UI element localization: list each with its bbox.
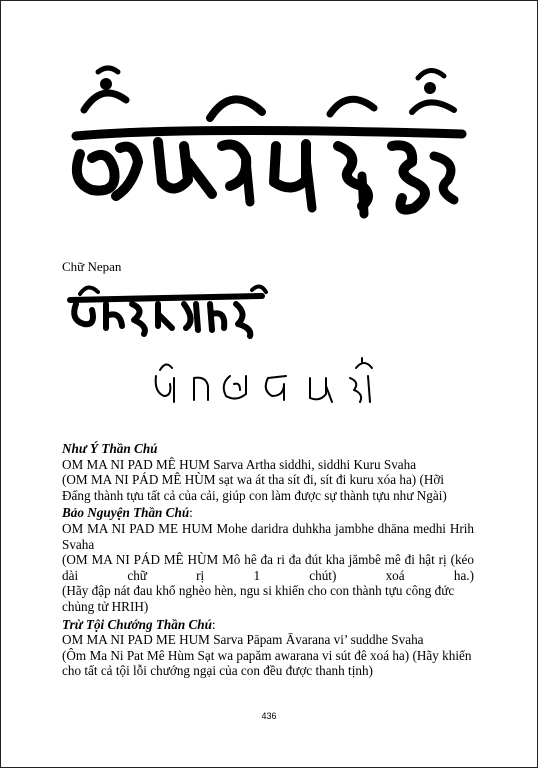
small-calligraphy (150, 356, 390, 410)
page-number: 436 (261, 711, 277, 721)
nepal-calligraphy (66, 280, 270, 340)
mantra-line: OM MA NI PAD ME HUM Mohe daridra duhkha jambhe dhāna medhi Hrih Svaha (62, 520, 474, 552)
mantra-text (62, 441, 474, 679)
nepal-script-caption: Chữ Nepan (62, 259, 122, 274)
mantra-line: (OM MA NI PÁD MÊ HÙM Mô hê đa ri đa đút kha jămbê mê đi hật rị (kéo dài chữ rị 1 chút) xoá ha.) (62, 552, 474, 583)
section-heading: Như Ý Thần Chú (62, 441, 158, 456)
mantra-line: (OM MA NI PÁD MÊ HÙM sạt wa át tha sít đi, sít đi kuru xóa ha) (Hỡi Đấng thành tựu tất cả của cải, giúp con làm được sự thành tựu như Ngài) (62, 472, 447, 503)
tibetan-calligraphy (62, 62, 474, 230)
mantra-line: OM MA NI PAD MÊ HUM Sarva Artha siddhi, siddhi Kuru Svaha (62, 456, 417, 472)
mantra-line: (Ôm Ma Ni Pat Mê Hùm Sạt wa papăm awarana vi sút đê xoá ha) (Hãy khiến cho tất cả tội lỗi chướng ngại của con đều được thanh tịnh) (62, 647, 472, 679)
mantra-line: (Hãy đập nát đau khổ nghèo hèn, ngu si khiến cho con thành tựu công đức chủng tử HRIH) (62, 583, 455, 614)
mantra-line: OM MA NI PAD ME HUM Sarva Pāpam Āvarana vi’ suddhe Svaha (62, 632, 424, 648)
section-heading: Trừ Tội Chướng Thần Chú: (62, 616, 216, 632)
tibetan-mantra-image (62, 62, 474, 230)
nepal-mantra-image (66, 280, 270, 340)
small-script-image (150, 356, 390, 410)
section-heading: Bảo Nguyện Thần Chú: (62, 505, 193, 521)
